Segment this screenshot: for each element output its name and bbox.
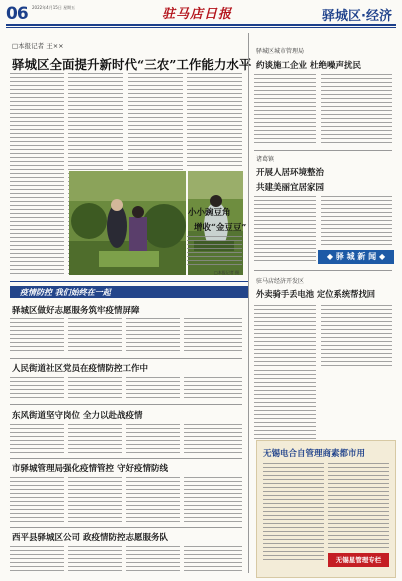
farm-photo-image — [69, 171, 186, 275]
rule-2 — [10, 404, 242, 405]
covid-story-5-headline: 西平县驿城区公司 政疫情防控志愿服务队 — [12, 533, 168, 543]
covid-story-2-col-3 — [126, 377, 180, 399]
right-item-2-label: 诸葛镇 — [256, 156, 275, 163]
right-item-3-col-1b — [254, 370, 316, 440]
column-divider — [248, 33, 249, 573]
right-item-2-col-2 — [321, 196, 392, 246]
covid-story-4-col-3 — [126, 477, 180, 523]
right-item-1-col-1 — [254, 74, 316, 144]
photo-title: 小小豌豆角 — [188, 208, 231, 218]
covid-story-4-headline: 市驿城管理局强化疫情管控 守好疫情防线 — [12, 464, 168, 474]
header-rule-thin — [6, 27, 396, 28]
right-item-3-label: 驻马店经济开发区 — [256, 278, 305, 285]
news-banner: ◆ 驿 城 新 闻 ◆ — [318, 250, 394, 264]
right-item-3-col-2 — [321, 305, 392, 367]
photo-subtitle: 增收“金豆豆” — [194, 223, 247, 233]
right-item-2-col-1 — [254, 196, 316, 264]
ad-button[interactable]: 无锡星管理专栏 — [328, 553, 389, 567]
covid-story-3-col-1 — [10, 424, 64, 454]
newspaper-logo: 驻马店日报 — [162, 7, 233, 22]
photo-caption — [187, 236, 242, 268]
covid-story-3-col-3 — [126, 424, 180, 454]
covid-story-5-col-2 — [68, 546, 122, 574]
rule-4 — [10, 527, 242, 528]
covid-story-2-col-2 — [68, 377, 122, 399]
right-item-1-col-2 — [321, 74, 392, 144]
right-item-1-headline: 约谈施工企业 杜绝噪声扰民 — [256, 61, 361, 71]
covid-story-2-col-1 — [10, 377, 64, 399]
photo-credit: □本报记者 摄 — [214, 270, 240, 275]
right-rule-1 — [254, 150, 392, 151]
covid-story-4-col-2 — [68, 477, 122, 523]
covid-banner — [10, 286, 248, 298]
rule-3 — [10, 458, 242, 459]
covid-story-3-headline: 东风街道坚守岗位 全力以赴战疫情 — [12, 411, 143, 421]
covid-story-1-col-4 — [184, 318, 242, 354]
farm-photo — [69, 171, 186, 275]
covid-story-1-col-2 — [68, 318, 122, 354]
section-title: 驿城区·经济 — [322, 9, 392, 24]
lead-column-3 — [128, 73, 183, 171]
lead-headline: 驿城区全面提升新时代“三农”工作能力水平 — [12, 57, 252, 72]
covid-story-1-col-1 — [10, 318, 64, 354]
right-item-3-col-1 — [254, 305, 316, 367]
covid-story-5-col-3 — [126, 546, 180, 574]
right-item-2-headline-1: 开展人居环境整治 — [256, 168, 325, 178]
right-item-3-headline: 外卖骑手丢电池 定位系统帮找回 — [256, 289, 376, 299]
header-rule — [6, 24, 396, 26]
right-rule-2 — [254, 270, 392, 271]
covid-story-1-col-3 — [126, 318, 180, 354]
page-number: 06 — [6, 4, 28, 24]
rule-1 — [10, 358, 242, 359]
covid-story-2-col-4 — [184, 377, 242, 399]
covid-story-2-headline: 人民街道社区党员在疫情防控工作中 — [12, 364, 149, 374]
covid-story-4-col-4 — [184, 477, 242, 523]
lead-kicker: □本报记者 王×× — [12, 42, 64, 50]
ad-box — [256, 440, 396, 578]
covid-story-1-headline: 驿城区做好志愿服务筑牢疫情屏障 — [12, 306, 140, 316]
ad-col-2 — [328, 463, 389, 549]
lead-column-1 — [10, 73, 64, 276]
ad-headline: 无锡电合自管理商素都市用 — [263, 449, 366, 459]
covid-story-3-col-2 — [68, 424, 122, 454]
covid-story-5-col-4 — [184, 546, 242, 574]
section-divider — [10, 281, 248, 282]
right-item-1-label: 驿城区城市管理局 — [256, 48, 305, 55]
covid-story-4-col-1 — [10, 477, 64, 523]
ad-col-1 — [263, 463, 324, 563]
right-item-2-headline-2: 共建美丽宜居家园 — [256, 183, 325, 193]
covid-story-3-col-4 — [184, 424, 242, 454]
lead-column-4 — [187, 73, 242, 168]
date-line: 2022年4月15日 星期五 — [32, 5, 76, 10]
covid-story-5-col-1 — [10, 546, 64, 574]
covid-banner-text: 疫情防控 我们始终在一起 — [20, 288, 111, 297]
